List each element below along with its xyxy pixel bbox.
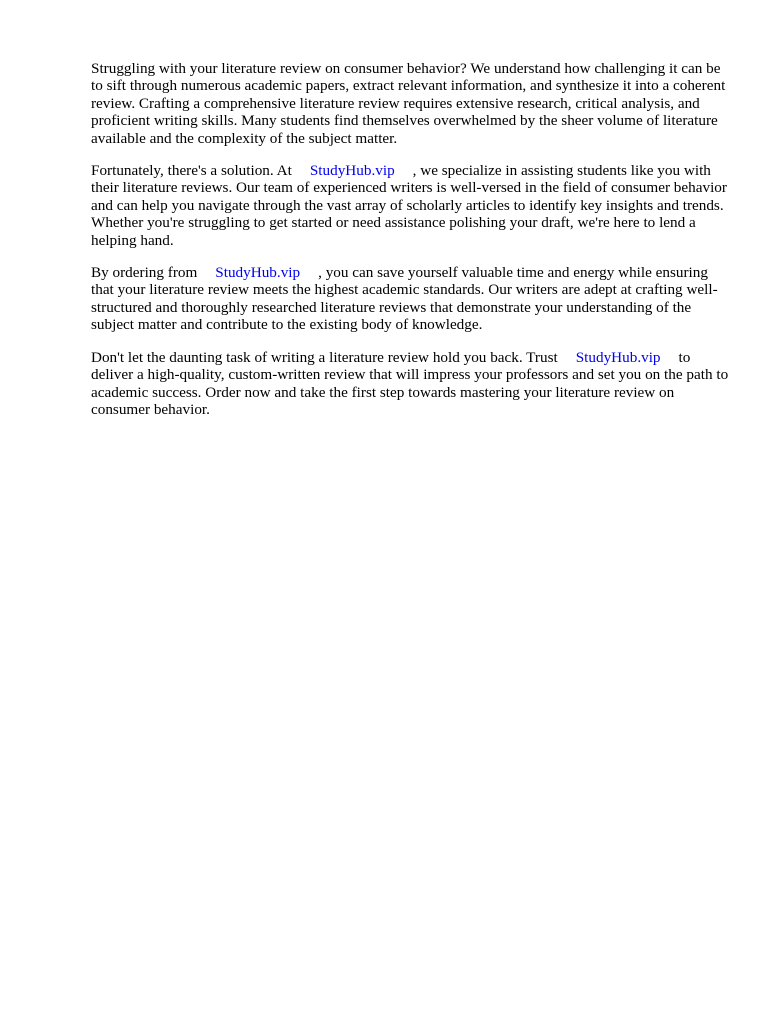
paragraph-solution-after: , we specialize in assisting students like you with their literature reviews. Our team of experienced writers is well-versed in the field of consumer behavior and can help you navigate through the vast array of scholarly articles to identify key insights and trends. Whether you're struggling to get started or need assistance polishing your draft, we're here to lend a helping hand. — [91, 162, 727, 249]
paragraph-closing — [91, 349, 731, 419]
studyhub-link-2[interactable]: StudyHub.vip — [215, 264, 301, 282]
paragraph-solution-before: Fortunately, there's a solution. At — [91, 162, 292, 180]
studyhub-link-3[interactable]: StudyHub.vip — [575, 348, 661, 366]
paragraph-closing-before: Don't let the daunting task of writing a literature review hold you back. Trust — [91, 348, 558, 366]
paragraph-solution — [91, 162, 731, 249]
paragraph-intro-text: Struggling with your literature review on consumer behavior? We understand how challenging it can be to sift through numerous academic papers, extract relevant information, and synthesize it into a coherent review. Crafting a comprehensive literature review requires extensive research, critical analysis, and proficient writing skills. Many students find themselves overwhelmed by the sheer volume of literature available and the complexity of the subject matter. — [91, 60, 726, 147]
paragraph-ordering-after: , you can save yourself valuable time and energy while ensuring that your literature review meets the highest academic standards. Our writers are adept at crafting well-structured and thoroughly researched literature reviews that demonstrate your understanding of the subject matter and contribute to the existing body of knowledge. — [91, 264, 718, 334]
paragraph-closing-after: to deliver a high-quality, custom-written review that will impress your professors and set you on the path to academic success. Order now and take the first step towards mastering your literature review on consumer behavior. — [91, 348, 729, 418]
paragraph-ordering-before: By ordering from — [91, 264, 198, 282]
studyhub-link-1[interactable]: StudyHub.vip — [309, 162, 395, 180]
paragraph-ordering — [91, 264, 731, 334]
paragraph-intro — [91, 60, 731, 147]
document-body — [91, 60, 731, 433]
